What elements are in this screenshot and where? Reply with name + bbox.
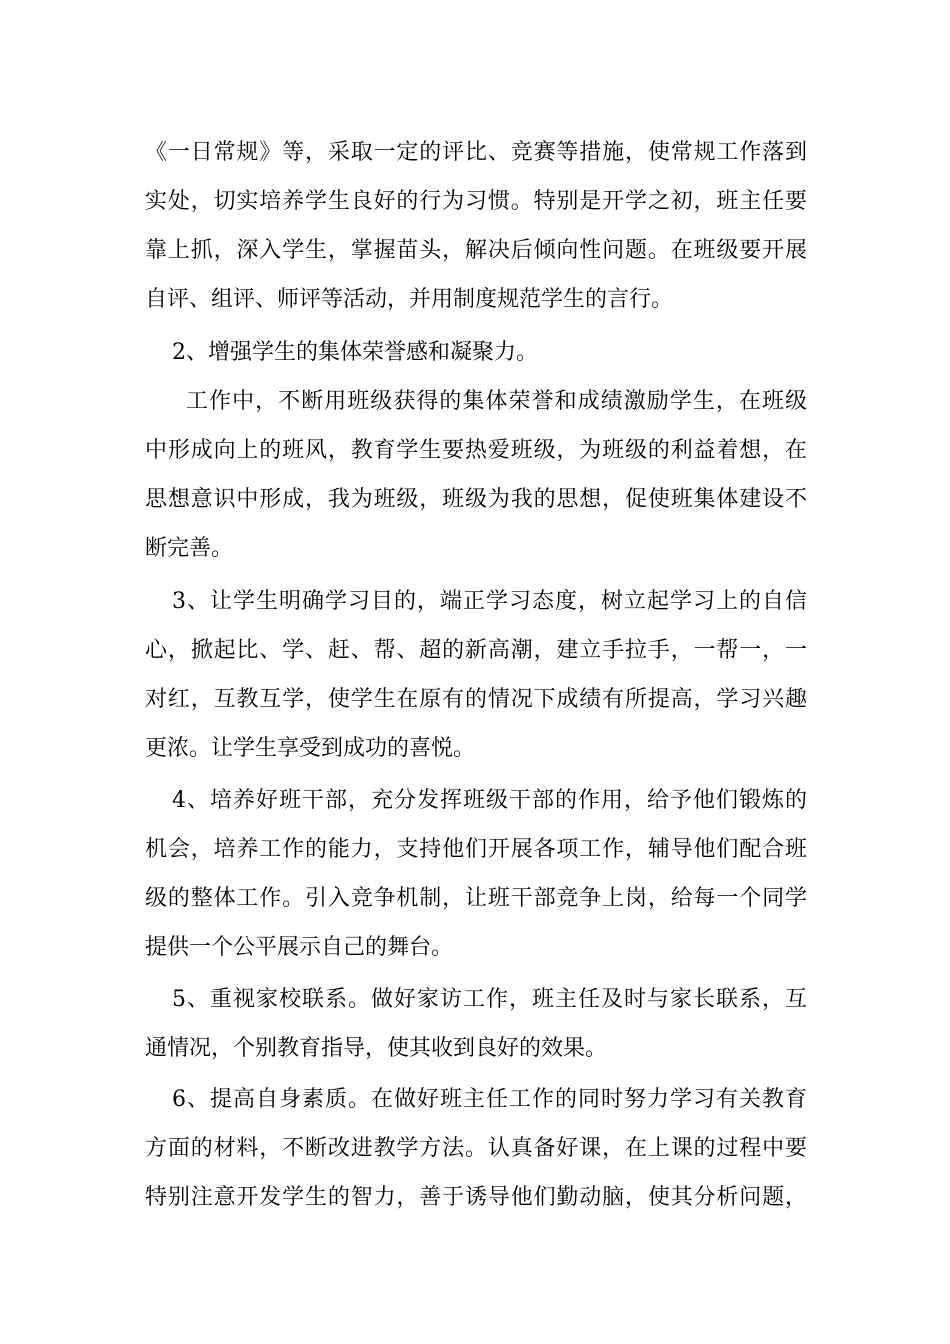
body-text-line: 机会，培养工作的能力，支持他们开展各项工作，辅导他们配合班	[145, 837, 807, 862]
body-text-line: 对红，互教互学，使学生在原有的情况下成绩有所提高，学习兴趣	[145, 687, 807, 712]
body-text-line: 靠上抓，深入学生，掌握苗头，解决后倾向性问题。在班级要开展	[145, 238, 807, 263]
body-text-line: 更浓。让学生享受到成功的喜悦。	[145, 736, 476, 761]
body-text-line: 通情况，个别教育指导，使其收到良好的效果。	[145, 1036, 608, 1061]
body-text-line: 《一日常规》等，采取一定的评比、竞赛等措施，使常规工作落到	[145, 140, 807, 165]
body-text-line: 特别注意开发学生的智力，善于诱导他们勤动脑，使其分析问题，	[145, 1185, 807, 1210]
body-text-line: 心，掀起比、学、赶、帮、超的新高潮，建立手拉手，一帮一，一	[145, 638, 807, 663]
body-text-line: 中形成向上的班风，教育学生要热爱班级，为班级的利益着想，在	[145, 438, 807, 463]
body-text-line: 6、提高自身素质。在做好班主任工作的同时努力学习有关教育	[172, 1087, 807, 1112]
body-text-line: 4、培养好班干部，充分发挥班级干部的作用，给予他们锻炼的	[172, 788, 807, 813]
body-text-line: 实处，切实培养学生良好的行为习惯。特别是开学之初，班主任要	[145, 189, 807, 214]
body-text-line: 自评、组评、师评等活动，并用制度规范学生的言行。	[145, 287, 674, 312]
body-text-line: 方面的材料，不断改进教学方法。认真备好课，在上课的过程中要	[145, 1136, 807, 1161]
body-text-line: 3、让学生明确学习目的，端正学习态度，树立起学习上的自信	[172, 589, 807, 614]
section-heading: 2、增强学生的集体荣誉感和凝聚力。	[172, 340, 538, 365]
body-text-line: 提供一个公平展示自己的舞台。	[145, 935, 454, 960]
body-text-line: 工作中，不断用班级获得的集体荣誉和成绩激励学生，在班级	[186, 389, 807, 414]
body-text-line: 5、重视家校联系。做好家访工作，班主任及时与家长联系，互	[172, 987, 807, 1012]
body-text-line: 思想意识中形成，我为班级，班级为我的思想，促使班集体建设不	[145, 487, 807, 512]
body-text-line: 断完善。	[145, 536, 234, 561]
body-text-line: 级的整体工作。引入竞争机制，让班干部竞争上岗，给每一个同学	[145, 886, 807, 911]
